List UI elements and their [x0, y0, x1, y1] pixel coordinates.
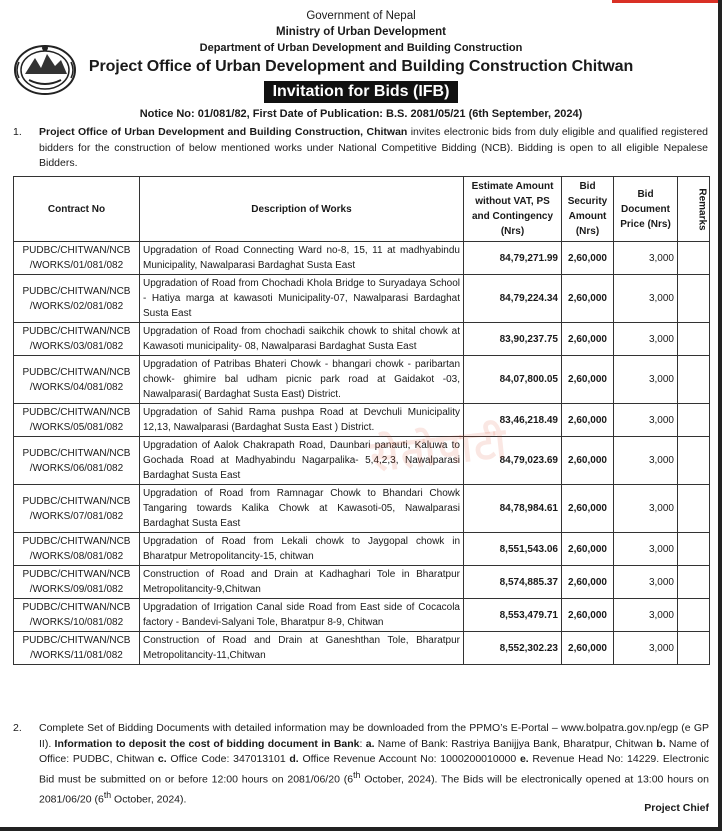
cell-document-price: 3,000: [614, 566, 678, 599]
cell-document-price: 3,000: [614, 404, 678, 437]
cell-remarks: [678, 323, 710, 356]
cell-estimate-amount: 8,552,302.23: [464, 632, 562, 665]
table-row: [14, 404, 710, 437]
paragraph-2-text-c: October, 2024). The Bids will be electronically opened at 13:00 hours on 2081/06/20 (6: [39, 773, 709, 805]
ministry-line: Ministry of Urban Development: [276, 26, 446, 38]
cell-remarks: [678, 275, 710, 323]
table-header-row: [14, 177, 710, 242]
header-security: Bid Security Amount (Nrs): [562, 177, 614, 242]
cell-remarks: [678, 437, 710, 485]
cell-estimate-amount: 83,90,237.75: [464, 323, 562, 356]
cell-bid-security: 2,60,000: [562, 566, 614, 599]
header-estimate: Estimate Amount without VAT, PS and Contingency (Nrs): [464, 177, 562, 242]
header-remarks: [678, 177, 710, 242]
cell-remarks: [678, 599, 710, 632]
ifb-banner: Invitation for Bids (IFB): [264, 81, 459, 103]
cell-bid-security: 2,60,000: [562, 533, 614, 566]
cell-document-price: 3,000: [614, 323, 678, 356]
ifb-banner-wrap: [0, 81, 722, 103]
cell-description: Upgradation of Sahid Rama pushpa Road at Devchuli Municipality 12,13, Nawalparasi (Bardaghat Susta East ) District.: [140, 404, 464, 437]
table-row: [14, 632, 710, 665]
cell-contract-no: PUDBC/CHITWAN/NCB /WORKS/07/081/082: [14, 485, 140, 533]
cell-document-price: 3,000: [614, 599, 678, 632]
cell-bid-security: 2,60,000: [562, 599, 614, 632]
item-e-label: e.: [519, 753, 529, 765]
table-row: [14, 599, 710, 632]
cell-bid-security: 2,60,000: [562, 356, 614, 404]
cell-estimate-amount: 8,551,543.06: [464, 533, 562, 566]
item-a-text: Name of Bank: Rastriya Banijjya Bank, Bharatpur, Chitwan: [374, 737, 657, 750]
item-c-text: Office Code: 347013101: [166, 753, 290, 765]
table-row: [14, 437, 710, 485]
cell-contract-no: PUDBC/CHITWAN/NCB /WORKS/03/081/082: [14, 323, 140, 356]
cell-estimate-amount: 8,574,885.37: [464, 566, 562, 599]
cell-remarks: [678, 242, 710, 275]
item-b-text: Name of Office: PUDBC, Chitwan: [39, 737, 709, 765]
paragraph-2-bank-heading: Information to deposit the cost of bidding document in Bank: [51, 737, 360, 750]
header-description: Description of Works: [140, 177, 464, 242]
cell-estimate-amount: 84,07,800.05: [464, 356, 562, 404]
table-row: [14, 323, 710, 356]
signature-project-chief: Project Chief: [644, 802, 709, 814]
top-accent-line: [612, 0, 722, 3]
paragraph-2-number: 2.: [13, 722, 22, 734]
cell-description: Upgradation of Road from Chochadi Khola Bridge to Suryadaya School - Hatiya marga at kawasoti Municipality-07, Nawalparasi Bardaghat Susta East: [140, 275, 464, 323]
paragraph-1-number: 1.: [13, 126, 22, 138]
paragraph-1: [13, 125, 708, 172]
notice-line: Notice No: 01/081/82, First Date of Publication: B.S. 2081/05/21 (6th September, 2024): [139, 108, 583, 120]
cell-contract-no: PUDBC/CHITWAN/NCB /WORKS/05/081/082: [14, 404, 140, 437]
cell-contract-no: PUDBC/CHITWAN/NCB /WORKS/06/081/082: [14, 437, 140, 485]
cell-description: Upgradation of Road from Lekali chowk to Jaygopal chowk in Bharatpur Metropolitancity-15, chitwan: [140, 533, 464, 566]
cell-bid-security: 2,60,000: [562, 437, 614, 485]
paragraph-1-text: invites electronic bids from duly eligible and qualified registered bidders for the construction of below mentioned works under National Competitive Bidding (NCB). Bidding is open to all eligible Nepalese Bidders.: [39, 126, 708, 169]
government-line: Government of Nepal: [306, 10, 416, 22]
cell-document-price: 3,000: [614, 275, 678, 323]
cell-contract-no: PUDBC/CHITWAN/NCB /WORKS/09/081/082: [14, 566, 140, 599]
item-d-text: Office Revenue Account No: 1000200010000: [298, 753, 520, 765]
cell-contract-no: PUDBC/CHITWAN/NCB /WORKS/08/081/082: [14, 533, 140, 566]
cell-contract-no: PUDBC/CHITWAN/NCB /WORKS/02/081/082: [14, 275, 140, 323]
item-d-label: d.: [289, 753, 299, 765]
cell-bid-security: 2,60,000: [562, 242, 614, 275]
item-e-text: Revenue Head No: 14229. Electronic Bid must be submitted on or before 12:00 hours on 2081/06/20 (6: [39, 753, 709, 785]
table-row: [14, 275, 710, 323]
cell-document-price: 3,000: [614, 437, 678, 485]
table-row: [14, 242, 710, 275]
cell-description: Upgradation of Road from chochadi saikchik chowk to shital chowk at Kawasoti municipality- 08, Nawalparasi Bardaghat Susta East: [140, 323, 464, 356]
cell-remarks: [678, 533, 710, 566]
cell-remarks: [678, 404, 710, 437]
office-title: Project Office of Urban Development and Building Construction Chitwan: [88, 58, 634, 75]
cell-description: Upgradation of Irrigation Canal side Road from East side of Cocacola factory - Bandevi-Salyani Tole, Bharatpur 8-9, Chitwan: [140, 599, 464, 632]
cell-estimate-amount: 83,46,218.49: [464, 404, 562, 437]
paragraph-2-text-a: Complete Set of Bidding Documents with detailed information may be downloaded from the PPMO’s E-Portal – www.bolpatra.gov.np/egp (e GP II).: [39, 722, 709, 750]
cell-description: Upgradation of Patribas Bhateri Chowk - bhangari chowk - paribartan chowk- ghimire bal udham picnic park road at Gaidakot -03, Nawalparasi( Bardaghat Susta East) District.: [140, 356, 464, 404]
item-a-label: a.: [365, 737, 375, 750]
header-contract-no: Contract No: [14, 177, 140, 242]
paragraph-2-colon: :: [359, 737, 366, 750]
table-row: [14, 485, 710, 533]
cell-description: Construction of Road and Drain at Ganeshthan Tole, Bharatpur Metropolitancity-11,Chitwan: [140, 632, 464, 665]
cell-contract-no: PUDBC/CHITWAN/NCB /WORKS/11/081/082: [14, 632, 140, 665]
cell-remarks: [678, 356, 710, 404]
cell-contract-no: PUDBC/CHITWAN/NCB /WORKS/10/081/082: [14, 599, 140, 632]
cell-estimate-amount: 84,79,023.69: [464, 437, 562, 485]
cell-document-price: 3,000: [614, 533, 678, 566]
cell-remarks: [678, 632, 710, 665]
header-remarks-label: Remarks: [696, 187, 708, 231]
cell-document-price: 3,000: [614, 632, 678, 665]
table-row: [14, 533, 710, 566]
table-row: [14, 356, 710, 404]
cell-estimate-amount: 84,78,984.61: [464, 485, 562, 533]
ordinal-sup-1: th: [353, 769, 361, 780]
cell-description: Upgradation of Aalok Chakrapath Road, Daunbari panauti, Kaluwa to Gochada Road at Madhyabindu Nagarpalika- 5,4,2,3, Nawalparasi Bardaghat Susta East: [140, 437, 464, 485]
bids-table: [13, 176, 710, 665]
cell-estimate-amount: 84,79,224.34: [464, 275, 562, 323]
paragraph-1-lead: Project Office of Urban Development and Building Construction, Chitwan: [39, 126, 408, 138]
cell-bid-security: 2,60,000: [562, 404, 614, 437]
cell-document-price: 3,000: [614, 242, 678, 275]
header-document-price: Bid Document Price (Nrs): [614, 177, 678, 242]
cell-document-price: 3,000: [614, 485, 678, 533]
department-line: Department of Urban Development and Building Construction: [199, 42, 523, 54]
ordinal-sup-2: th: [103, 789, 112, 800]
cell-bid-security: 2,60,000: [562, 485, 614, 533]
item-c-label: c.: [157, 753, 167, 765]
cell-estimate-amount: 84,79,271.99: [464, 242, 562, 275]
table-row: [14, 566, 710, 599]
right-border: [718, 0, 722, 831]
cell-estimate-amount: 8,553,479.71: [464, 599, 562, 632]
cell-contract-no: PUDBC/CHITWAN/NCB /WORKS/04/081/082: [14, 356, 140, 404]
paragraph-2: [13, 721, 709, 808]
watermark: सेतोपाटी: [368, 418, 511, 481]
cell-description: Upgradation of Road from Ramnagar Chowk to Bhandari Chowk Tangaring towards Kalika Chowk at Kawasoti-05, Nawalparasi Bardaghat Susta East: [140, 485, 464, 533]
cell-description: Construction of Road and Drain at Kadhaghari Tole in Bharatpur Metropolitancity-9,Chitwan: [140, 566, 464, 599]
cell-remarks: [678, 485, 710, 533]
item-b-label: b.: [656, 737, 666, 750]
cell-description: Upgradation of Road Connecting Ward no-8, 15, 11 at madhyabindu Municipality, Nawalparasi Bardaghat Susta East: [140, 242, 464, 275]
bottom-border: [0, 827, 722, 831]
cell-document-price: 3,000: [614, 356, 678, 404]
cell-remarks: [678, 566, 710, 599]
paragraph-2-text-d: October, 2024).: [111, 793, 187, 805]
cell-bid-security: 2,60,000: [562, 275, 614, 323]
cell-bid-security: 2,60,000: [562, 323, 614, 356]
cell-contract-no: PUDBC/CHITWAN/NCB /WORKS/01/081/082: [14, 242, 140, 275]
cell-bid-security: 2,60,000: [562, 632, 614, 665]
